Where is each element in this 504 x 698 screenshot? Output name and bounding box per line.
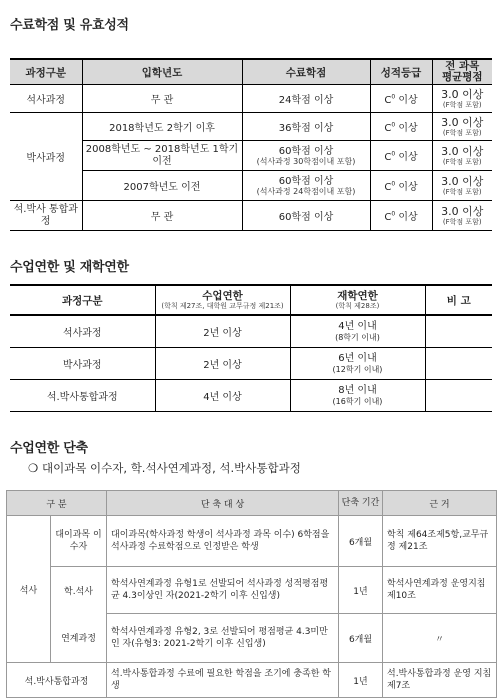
gpa-value: 3.0 이상 — [441, 87, 484, 101]
grade-sup: 0 — [391, 150, 396, 158]
enroll-cell — [290, 380, 425, 412]
table-row — [10, 315, 492, 348]
grade-letter: C — [384, 95, 392, 106]
header-cell: 단축 기간 — [339, 491, 383, 516]
grade-tail: 이상 — [398, 152, 418, 163]
period-cell: 1년 — [339, 567, 383, 614]
table-row — [7, 614, 497, 663]
grade-sup: 0 — [391, 121, 396, 129]
period-cell: 6개월 — [339, 516, 383, 567]
grade-letter: C — [384, 212, 392, 223]
gpa-cell — [432, 85, 492, 113]
credit-cell: 24학점 이상 — [242, 85, 370, 113]
enroll-cell — [290, 315, 425, 348]
table-header-row — [10, 59, 492, 85]
basis-cell: 석.박사통합과정 운영 지침 제7조 — [383, 663, 497, 698]
group-cell: 석사 — [7, 516, 51, 663]
grade-letter: C — [384, 182, 392, 193]
credits-table — [10, 58, 492, 231]
sub-cell: 석.박사통합과정 — [7, 663, 107, 698]
study-cell: 2년 이상 — [155, 315, 290, 348]
grade-letter: C — [384, 152, 392, 163]
gpa-note: (F학점 포함) — [442, 157, 482, 166]
remark-cell — [425, 348, 492, 380]
table-row — [10, 113, 492, 141]
target-cell: 학석사연계과정 유형2, 3로 선발되어 평점평균 4.3미만인 자(유형3: 2021-2학기 이후 신입생) — [107, 614, 339, 663]
year-cell: 무 관 — [82, 85, 242, 113]
header-sub: (학칙 제27조, 대학원 교무규정 제21조) — [161, 301, 284, 310]
grade-cell — [370, 113, 432, 141]
table-row — [7, 567, 497, 614]
table-row — [7, 663, 497, 698]
gpa-note: (F학점 포함) — [442, 217, 482, 226]
table-row — [10, 171, 492, 201]
grade-sup: 0 — [391, 93, 396, 101]
remark-cell — [425, 315, 492, 348]
grade-cell — [370, 85, 432, 113]
table-row — [10, 348, 492, 380]
header-line: 전 과목 — [445, 60, 480, 72]
table-row — [10, 85, 492, 113]
table-row — [10, 141, 492, 171]
enroll-note: (16학기 이내) — [332, 396, 383, 406]
header-cell: 단 축 대 상 — [107, 491, 339, 516]
gpa-cell — [432, 171, 492, 201]
group-cell: 석사과정 — [10, 315, 155, 348]
credit-cell — [242, 141, 370, 171]
header-cell: 근 거 — [383, 491, 497, 516]
basis-cell: 〃 — [383, 614, 497, 663]
header-cell: 과정구분 — [10, 59, 82, 85]
grade-tail: 이상 — [398, 212, 418, 223]
enroll-value: 8년 이내 — [338, 384, 377, 396]
duration-table — [10, 284, 492, 412]
group-cell: 석.박사 통합과정 — [10, 201, 82, 231]
grade-cell — [370, 201, 432, 231]
enroll-cell — [290, 348, 425, 380]
sub-cell: 학.석사 — [51, 567, 107, 614]
group-cell: 석.박사통합과정 — [10, 380, 155, 412]
grade-cell — [370, 171, 432, 201]
study-cell: 2년 이상 — [155, 348, 290, 380]
year-cell: 2008학년도 ~ 2018학년도 1학기 이전 — [82, 141, 242, 171]
gpa-value: 3.0 이상 — [441, 144, 484, 158]
header-cell — [432, 59, 492, 85]
enroll-note: (8학기 이내) — [335, 332, 380, 342]
target-cell: 대이과목(학사과정 학생이 석사과정 과목 이수) 6학점을 석사과정 수료학점으로 인정받은 학생 — [107, 516, 339, 567]
enroll-value: 6년 이내 — [338, 352, 377, 364]
table-header-row — [10, 285, 492, 315]
credit-value: 60학점 이상 — [278, 145, 334, 157]
table-row — [10, 380, 492, 412]
grade-sup: 0 — [391, 210, 396, 218]
header-sub: (학칙 제28조) — [335, 301, 380, 310]
header-cell: 과정구분 — [10, 285, 155, 315]
shortening-table — [6, 490, 497, 698]
grade-tail: 이상 — [398, 95, 418, 106]
credit-value: 60학점 이상 — [278, 175, 334, 187]
gpa-value: 3.0 이상 — [441, 115, 484, 129]
credit-note: (석사과정 24학점이내 포함) — [256, 186, 356, 196]
sub-cell: 대이과목 이수자 — [51, 516, 107, 567]
enroll-value: 4년 이내 — [338, 320, 377, 332]
gpa-value: 3.0 이상 — [441, 204, 484, 218]
header-cell: 수료학점 — [242, 59, 370, 85]
grade-tail: 이상 — [398, 182, 418, 193]
table-header-row — [7, 491, 497, 516]
group-cell: 박사과정 — [10, 113, 82, 201]
remark-cell — [425, 380, 492, 412]
credit-cell — [242, 171, 370, 201]
section-title-duration: 수업연한 및 재학연한 — [10, 260, 129, 275]
section-title-credits: 수료학점 및 유효성적 — [10, 18, 129, 33]
header-cell: 입학년도 — [82, 59, 242, 85]
target-cell: 석.박사통합과정 수료에 필요한 학점을 조기에 충족한 학생 — [107, 663, 339, 698]
year-cell: 무 관 — [82, 201, 242, 231]
period-cell: 1년 — [339, 663, 383, 698]
gpa-note: (F학점 포함) — [442, 187, 482, 196]
gpa-note: (F학점 포함) — [442, 100, 482, 109]
study-cell: 4년 이상 — [155, 380, 290, 412]
basis-cell: 학칙 제64조제5항,교무규정 제21조 — [383, 516, 497, 567]
period-cell: 6개월 — [339, 614, 383, 663]
grade-letter: C — [384, 123, 392, 134]
credit-cell: 36학점 이상 — [242, 113, 370, 141]
gpa-note: (F학점 포함) — [442, 128, 482, 137]
gpa-cell — [432, 141, 492, 171]
credit-cell: 60학점 이상 — [242, 201, 370, 231]
basis-cell: 학석사연계과정 운영지침 제10조 — [383, 567, 497, 614]
grade-sup: 0 — [391, 180, 396, 188]
credit-note: (석사과정 30학점이내 포함) — [256, 156, 356, 166]
header-cell — [290, 285, 425, 315]
table-row — [7, 516, 497, 567]
group-cell: 석사과정 — [10, 85, 82, 113]
header-line: 평균평점 — [441, 71, 483, 83]
section-title-shortening: 수업연한 단축 — [10, 441, 88, 456]
table-row — [10, 201, 492, 231]
target-cell: 학석사연계과정 유형1로 선발되어 석사과정 성적평점평균 4.3이상인 자(2021-2학기 이후 신입생) — [107, 567, 339, 614]
grade-tail: 이상 — [398, 123, 418, 134]
gpa-cell — [432, 113, 492, 141]
gpa-value: 3.0 이상 — [441, 174, 484, 188]
bullet-line: ❍ 대이과목 이수자, 학.석사연계과정, 석.박사통합과정 — [28, 461, 301, 475]
sub-cell: 연계과정 — [51, 614, 107, 663]
grade-cell — [370, 141, 432, 171]
header-cell: 비 고 — [425, 285, 492, 315]
header-cell: 구 분 — [7, 491, 107, 516]
header-cell: 성적등급 — [370, 59, 432, 85]
year-cell: 2018학년도 2학기 이후 — [82, 113, 242, 141]
year-cell: 2007학년도 이전 — [82, 171, 242, 201]
header-label: 재학연한 — [337, 289, 378, 302]
group-cell: 박사과정 — [10, 348, 155, 380]
header-label: 수업연한 — [202, 289, 243, 302]
header-cell — [155, 285, 290, 315]
enroll-note: (12학기 이내) — [332, 364, 383, 374]
gpa-cell — [432, 201, 492, 231]
